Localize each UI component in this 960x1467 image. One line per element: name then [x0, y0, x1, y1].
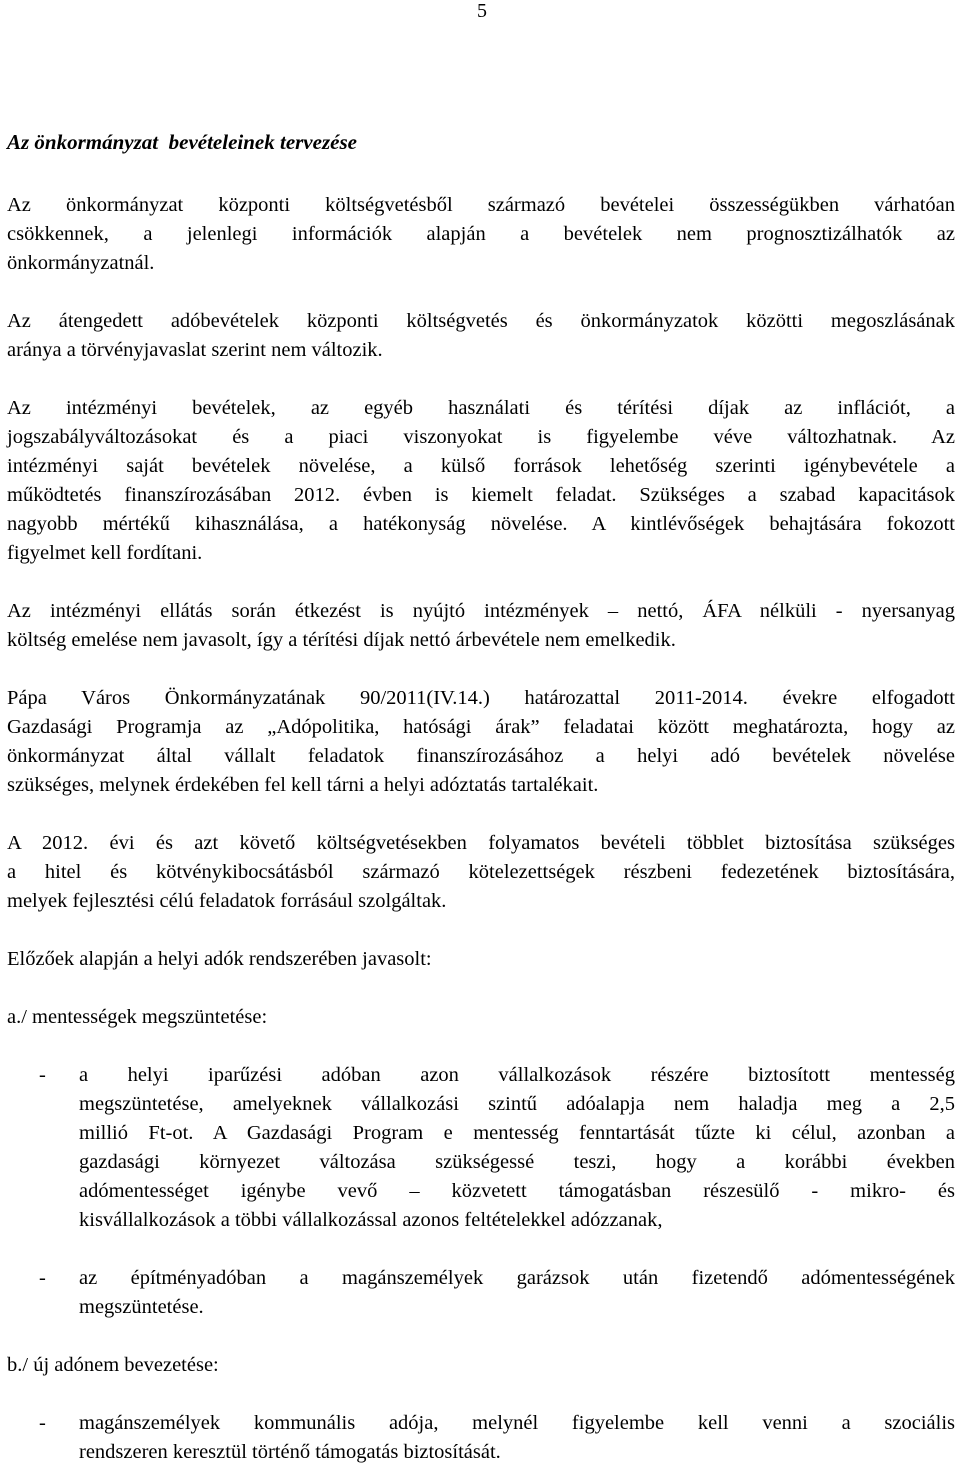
text-line: csökkennek, a jelenlegi információk alapján a bevételek nem prognosztizálhatók az [7, 223, 955, 245]
text-line: gazdasági környezet változása szükségessé teszi, hogy a korábbi években [79, 1151, 955, 1173]
text-line: millió Ft-ot. A Gazdasági Program e mentesség fenntartását tűzte ki célul, azonban a [79, 1122, 955, 1144]
text-line: figyelmet kell fordítani. [7, 542, 203, 564]
text-line: melyek fejlesztési célú feladatok forrásául szolgáltak. [7, 890, 447, 912]
text-line: nagyobb mértékű kihasználása, a hatékonyság növelése. A kintlévőségek behajtására fokozott [7, 513, 955, 535]
paragraph-institutional-revenues [7, 394, 955, 568]
text-line: a./ mentességek megszüntetése: [7, 1006, 268, 1028]
text-line: adómentességet igénybe vevő – közvetett támogatásban részesülő - mikro- és [79, 1180, 955, 1202]
document-body [7, 128, 955, 1467]
text-line: b./ új adónem bevezetése: [7, 1354, 219, 1376]
text-line: megszüntetése, amelyeknek vállalkozási szintű adóalapja nem haladja meg a 2,5 [79, 1093, 955, 1115]
paragraph-shared-taxes [7, 307, 955, 365]
page-number: 5 [477, 0, 487, 22]
text-line: Pápa Város Önkormányzatának 90/2011(IV.14.) határozattal 2011-2014. évekre elfogadott [7, 687, 955, 709]
text-line: a hitel és kötvénykibocsátásból származó kötelezettségek részbeni fedezetének biztosítására, [7, 861, 955, 883]
text-line: szükséges, melynek érdekében fel kell tárni a helyi adóztatás tartalékait. [7, 774, 599, 796]
list-dash: - [39, 1064, 46, 1086]
text-line: A 2012. évi és azt követő költségvetésekben folyamatos bevételi többlet biztosítása szükséges [7, 832, 955, 854]
section-a-title [7, 1003, 955, 1032]
text-line: működtetés finanszírozásában 2012. évben is kiemelt feladat. Szükséges a szabad kapacitások [7, 484, 955, 506]
text-line: Előzőek alapján a helyi adók rendszerében javasolt: [7, 948, 432, 970]
list-item [7, 1061, 955, 1235]
text-line: aránya a törvényjavaslat szerint nem változik. [7, 339, 383, 361]
text-line: megszüntetése. [79, 1296, 204, 1318]
section-b-title [7, 1351, 955, 1380]
paragraph-economic-program [7, 684, 955, 800]
text-line: Gazdasági Programja az „Adópolitika, hatósági árak” feladatai között meghatározta, hogy az [7, 716, 955, 738]
text-line: Az önkormányzat központi költségvetésből származó bevételei összességükben várhatóan [7, 194, 955, 216]
text-line: önkormányzatnál. [7, 252, 155, 274]
text-line: jogszabályváltozásokat és a piaci viszonyokat is figyelembe véve változhatnak. Az [7, 426, 955, 448]
text-line: kisvállalkozások a többi vállalkozással azonos feltételekkel adózzanak, [79, 1209, 663, 1231]
text-line: magánszemélyek kommunális adója, melynél figyelembe kell venni a szociális [79, 1412, 955, 1434]
text-line: a helyi iparűzési adóban azon vállalkozások részére biztosított mentesség [79, 1064, 955, 1086]
list-item [7, 1264, 955, 1322]
text-line: Az átengedett adóbevételek központi költségvetés és önkormányzatok közötti megoszlásának [7, 310, 955, 332]
section-heading: Az önkormányzat bevételeinek tervezése [7, 130, 357, 154]
paragraph-revenue-surplus [7, 829, 955, 916]
text-line: rendszeren keresztül történő támogatás biztosítását. [79, 1441, 501, 1463]
list-dash: - [39, 1267, 46, 1289]
list-item [7, 1409, 955, 1467]
list-dash: - [39, 1412, 46, 1434]
text-line: intézményi saját bevételek növelése, a külső források lehetőség szerinti igénybevétele a [7, 455, 955, 477]
text-line: Az intézményi bevételek, az egyéb használati és térítési díjak az inflációt, a [7, 397, 955, 419]
paragraph-budget-revenues [7, 191, 955, 278]
paragraph-proposal-intro [7, 945, 955, 974]
text-line: önkormányzat által vállalt feladatok finanszírozásához a helyi adó bevételek növelése [7, 745, 955, 767]
text-line: Az intézményi ellátás során étkezést is nyújtó intézmények – nettó, ÁFA nélküli - nyersanyag [7, 600, 955, 622]
text-line: költség emelése nem javasolt, így a térítési díjak nettó árbevétele nem emelkedik. [7, 629, 676, 651]
paragraph-catering [7, 597, 955, 655]
text-line: az építményadóban a magánszemélyek garázsok után fizetendő adómentességének [79, 1267, 955, 1289]
